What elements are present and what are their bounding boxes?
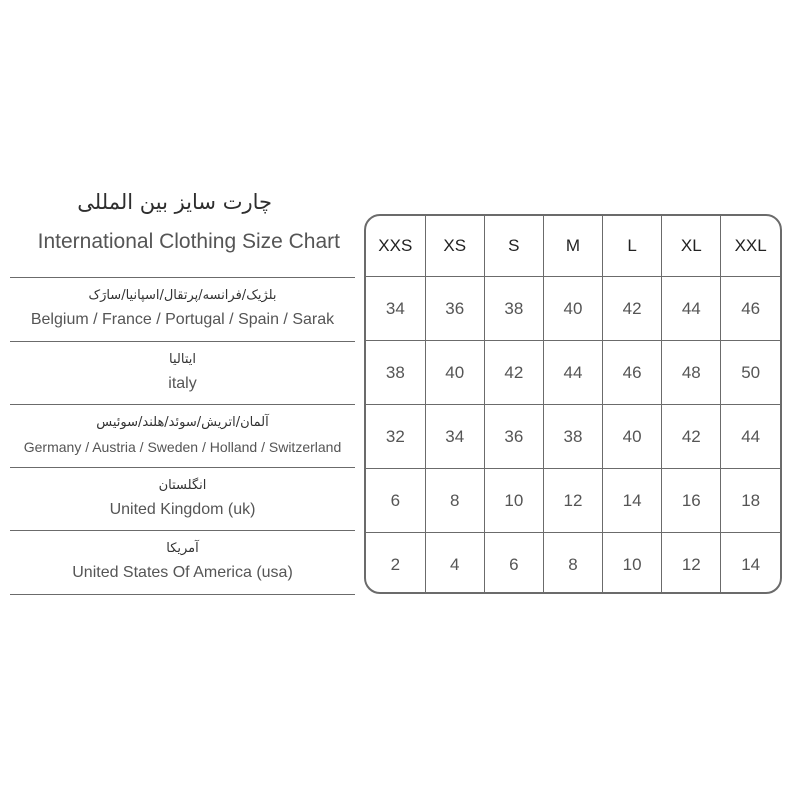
size-cell: 46	[603, 341, 662, 405]
size-cell: 4	[425, 533, 484, 595]
table-row	[366, 469, 780, 533]
size-cell: 38	[484, 277, 543, 341]
size-cell: 40	[425, 341, 484, 405]
size-header: XL	[662, 216, 721, 277]
size-cell: 2	[366, 533, 425, 595]
size-cell: 44	[543, 341, 602, 405]
divider-line	[10, 594, 355, 595]
country-name-persian: ایتالیا	[169, 352, 196, 367]
size-header: M	[543, 216, 602, 277]
size-cell: 34	[366, 277, 425, 341]
size-cell: 40	[543, 277, 602, 341]
country-row-italy	[10, 342, 355, 405]
size-cell: 42	[603, 277, 662, 341]
size-cell: 38	[366, 341, 425, 405]
size-cell: 38	[543, 405, 602, 469]
size-header: XXL	[721, 216, 780, 277]
country-row-belgium	[10, 278, 355, 341]
size-cell: 40	[603, 405, 662, 469]
size-cell: 8	[425, 469, 484, 533]
size-header: L	[603, 216, 662, 277]
size-cell: 16	[662, 469, 721, 533]
size-header: XS	[425, 216, 484, 277]
page-title: International Clothing Size Chart	[37, 230, 340, 253]
size-cell: 36	[425, 277, 484, 341]
size-header-row	[366, 216, 780, 277]
country-row-uk	[10, 468, 355, 531]
size-cell: 6	[366, 469, 425, 533]
country-name-persian: بلژیک/فرانسه/پرتقال/اسپانیا/سارَک	[88, 288, 277, 303]
size-cell: 12	[543, 469, 602, 533]
country-name: Belgium / France / Portugal / Spain / Sarak	[30, 311, 335, 328]
size-cell: 32	[366, 405, 425, 469]
size-header: XXS	[366, 216, 425, 277]
size-cell: 36	[484, 405, 543, 469]
country-name: United Kingdom (uk)	[109, 501, 256, 518]
size-table	[366, 216, 780, 594]
country-name-persian: آمریکا	[166, 541, 199, 556]
size-cell: 12	[662, 533, 721, 595]
size-cell: 42	[662, 405, 721, 469]
size-cell: 34	[425, 405, 484, 469]
size-cell: 42	[484, 341, 543, 405]
country-row-usa	[10, 531, 355, 594]
size-cell: 14	[603, 469, 662, 533]
country-name: Germany / Austria / Sweden / Holland / Switzerland	[23, 439, 342, 455]
country-row-germany	[10, 405, 355, 468]
country-name: italy	[168, 375, 197, 392]
size-header: S	[484, 216, 543, 277]
table-row	[366, 533, 780, 595]
size-cell: 8	[543, 533, 602, 595]
size-grid	[364, 214, 782, 594]
size-cell: 10	[603, 533, 662, 595]
country-name-persian: انگلستان	[158, 478, 207, 493]
page-title-persian: چارت سایز بین المللی	[77, 190, 272, 214]
country-name: United States Of America (usa)	[72, 564, 293, 581]
size-cell: 44	[662, 277, 721, 341]
table-row	[366, 277, 780, 341]
size-cell: 18	[721, 469, 780, 533]
size-cell: 10	[484, 469, 543, 533]
size-cell: 44	[721, 405, 780, 469]
table-row	[366, 341, 780, 405]
size-cell: 14	[741, 554, 761, 574]
country-name-persian: آلمان/اتریش/سوئد/هلند/سوئیس	[96, 415, 269, 430]
size-cell: 48	[662, 341, 721, 405]
table-row	[366, 405, 780, 469]
size-cell: 46	[721, 277, 780, 341]
size-cell: 6	[484, 533, 543, 595]
size-cell: 50	[721, 341, 780, 405]
